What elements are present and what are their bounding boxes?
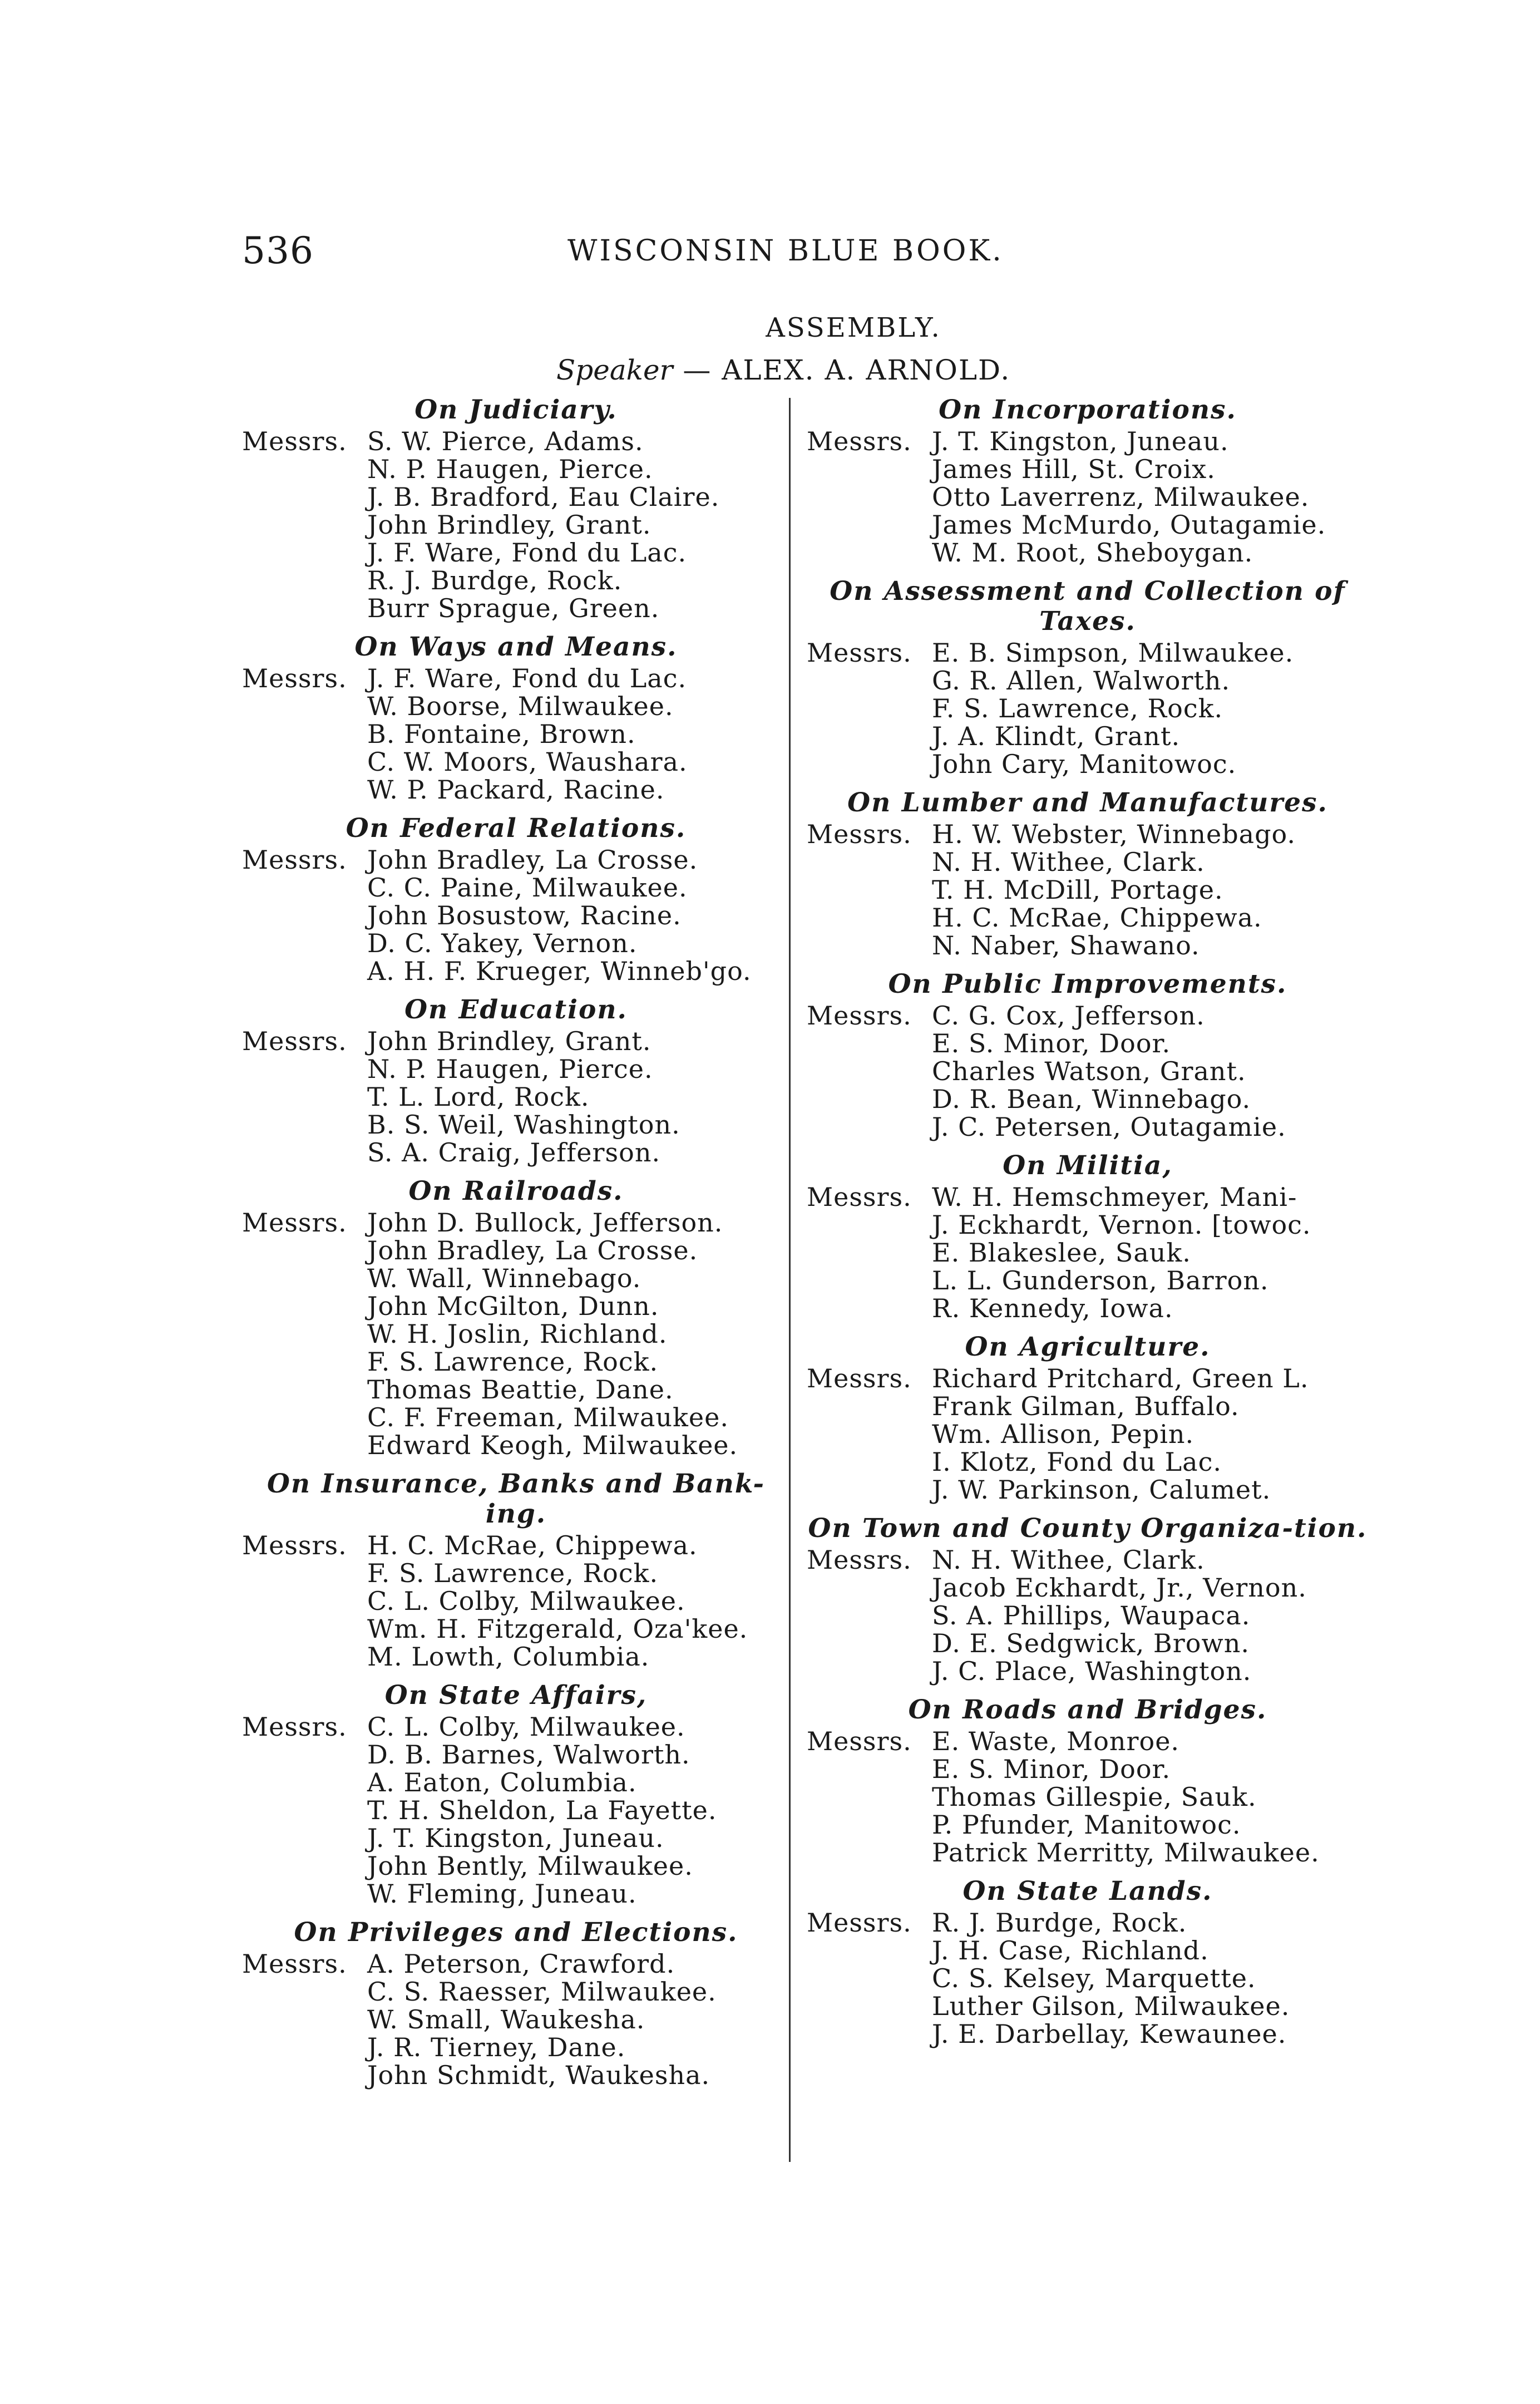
member-name: D. E. Sedgwick, Brown.: [932, 1628, 1250, 1658]
messrs-label: Messrs.: [242, 1949, 347, 1979]
committee-title: On Public Improvements.: [888, 969, 1287, 999]
member-list: [242, 1209, 790, 1459]
member-name: John Cary, Manitowoc.: [932, 749, 1237, 779]
right-column: [807, 395, 1369, 2048]
member-names: [932, 1364, 1369, 1504]
member-name: J. B. Bradford, Eau Claire.: [367, 482, 720, 512]
messrs-label: Messrs.: [807, 1363, 912, 1393]
committee-title: On Judiciary.: [414, 395, 618, 425]
member-name: T. H. Sheldon, La Fayette.: [367, 1795, 717, 1825]
committee-title: On Railroads.: [408, 1176, 624, 1206]
committee-title: On Insurance, Banks and Bank-ing.: [266, 1469, 765, 1529]
member-name: J. T. Kingston, Juneau.: [367, 1823, 664, 1853]
committee-title: On Agriculture.: [965, 1332, 1211, 1362]
member-name: B. Fontaine, Brown.: [367, 719, 636, 749]
member-name: S. A. Craig, Jefferson.: [367, 1137, 661, 1167]
committee-block: [242, 1681, 790, 1908]
member-list: [807, 1183, 1369, 1322]
member-name: J. H. Case, Richland.: [932, 1935, 1209, 1965]
member-name: H. W. Webster, Winnebago.: [932, 819, 1296, 849]
committee-block: [807, 1514, 1369, 1685]
member-list: [807, 639, 1369, 778]
member-names: [932, 427, 1369, 566]
member-name: Wm. Allison, Pepin.: [932, 1419, 1195, 1449]
member-name: Edward Keogh, Milwaukee.: [367, 1430, 738, 1460]
messrs-label: Messrs.: [807, 426, 912, 456]
member-name: F. S. Lawrence, Rock.: [932, 693, 1223, 723]
speaker-dash: —: [673, 354, 722, 386]
member-name: C. G. Cox, Jefferson.: [932, 1001, 1205, 1031]
member-name: Burr Sprague, Green.: [367, 593, 660, 623]
messrs-label: Messrs.: [807, 1182, 912, 1212]
member-name: C. F. Freeman, Milwaukee.: [367, 1402, 729, 1432]
member-name: W. M. Root, Sheboygan.: [932, 538, 1253, 568]
messrs-label: Messrs.: [242, 1530, 347, 1560]
member-names: [367, 1950, 790, 2089]
member-name: John Bradley, La Crosse.: [367, 1235, 698, 1265]
committee-title: On State Affairs,: [384, 1680, 648, 1711]
member-list: [807, 1002, 1369, 1141]
member-name: John Schmidt, Waukesha.: [367, 2060, 710, 2090]
committee-block: [242, 395, 790, 622]
member-name: T. H. McDill, Portage.: [932, 875, 1223, 905]
speaker-line: [556, 356, 1010, 384]
member-name: N. Naber, Shawano.: [932, 930, 1200, 960]
committee-title: On Incorporations.: [939, 395, 1237, 425]
member-name: A. Eaton, Columbia.: [367, 1767, 637, 1797]
member-name: W. H. Hemschmeyer, Mani-: [932, 1182, 1297, 1212]
member-name: Otto Laverrenz, Milwaukee.: [932, 482, 1310, 512]
member-name: I. Klotz, Fond du Lac.: [932, 1447, 1222, 1477]
member-name: H. C. McRae, Chippewa.: [367, 1530, 698, 1560]
member-name: C. L. Colby, Milwaukee.: [367, 1712, 685, 1742]
committee-title: On Militia,: [1003, 1150, 1173, 1181]
member-list: [807, 427, 1369, 566]
member-name: H. C. McRae, Chippewa.: [932, 903, 1262, 933]
messrs-label: Messrs.: [242, 426, 347, 456]
member-name: L. L. Gunderson, Barron.: [932, 1265, 1269, 1295]
member-name: J. E. Darbellay, Kewaunee.: [932, 2019, 1287, 2049]
member-name: P. Pfunder, Manitowoc.: [932, 1810, 1241, 1840]
committee-block: [807, 1332, 1369, 1504]
committee-block: [242, 995, 790, 1166]
member-name: Frank Gilman, Buffalo.: [932, 1391, 1240, 1421]
member-name: N. P. Haugen, Pierce.: [367, 1054, 653, 1084]
member-name: John Bradley, La Crosse.: [367, 845, 698, 875]
speaker-name: ALEX. A. ARNOLD.: [722, 354, 1011, 386]
member-name: John Brindley, Grant.: [367, 1026, 651, 1056]
member-name: Patrick Merritty, Milwaukee.: [932, 1838, 1320, 1868]
committee-title: On Federal Relations.: [345, 813, 687, 844]
member-names: [932, 1727, 1369, 1866]
messrs-label: Messrs.: [807, 1726, 912, 1756]
committee-block: [242, 1176, 790, 1459]
member-name: T. L. Lord, Rock.: [367, 1082, 590, 1112]
member-name: J. C. Place, Washington.: [932, 1656, 1252, 1686]
messrs-label: Messrs.: [242, 663, 347, 693]
member-name: J. A. Klindt, Grant.: [932, 721, 1181, 751]
committee-title: On Town and County Organiza-tion.: [808, 1513, 1368, 1544]
member-name: Charles Watson, Grant.: [932, 1056, 1246, 1086]
member-name: J. T. Kingston, Juneau.: [932, 426, 1229, 456]
member-name: John D. Bullock, Jefferson.: [367, 1208, 723, 1238]
member-name: N. P. Haugen, Pierce.: [367, 454, 653, 484]
member-list: [242, 846, 790, 985]
member-name: W. Boorse, Milwaukee.: [367, 691, 674, 721]
member-name: F. S. Lawrence, Rock.: [367, 1347, 659, 1377]
messrs-label: Messrs.: [807, 638, 912, 668]
committee-block: [242, 1469, 790, 1671]
committee-block: [807, 577, 1369, 778]
member-name: J. C. Petersen, Outagamie.: [932, 1112, 1286, 1142]
member-name: M. Lowth, Columbia.: [367, 1642, 650, 1672]
member-names: [367, 846, 790, 985]
member-name: E. Blakeslee, Sauk.: [932, 1238, 1191, 1268]
committee-block: [807, 1151, 1369, 1322]
member-name: John Bosustow, Racine.: [367, 900, 682, 930]
messrs-label: Messrs.: [807, 1908, 912, 1938]
member-name: James Hill, St. Croix.: [932, 454, 1216, 484]
member-name: Jacob Eckhardt, Jr., Vernon.: [932, 1573, 1307, 1603]
member-name: E. S. Minor, Door.: [932, 1028, 1171, 1058]
member-name: C. S. Raesser, Milwaukee.: [367, 1977, 717, 2007]
member-name: F. S. Lawrence, Rock.: [367, 1558, 659, 1588]
member-name: J. F. Ware, Fond du Lac.: [367, 663, 687, 693]
member-name: E. S. Minor, Door.: [932, 1754, 1171, 1784]
member-name: A. Peterson, Crawford.: [367, 1949, 675, 1979]
section-heading: ASSEMBLY.: [766, 312, 941, 343]
member-name: R. J. Burdge, Rock.: [932, 1908, 1187, 1938]
member-list: [807, 1727, 1369, 1866]
member-name: W. P. Packard, Racine.: [367, 775, 665, 805]
committee-block: [242, 814, 790, 985]
member-names: [932, 1546, 1369, 1685]
committee-block: [807, 395, 1369, 566]
member-name: J. R. Tierney, Dane.: [367, 2032, 626, 2062]
member-name: Richard Pritchard, Green L.: [932, 1363, 1309, 1393]
member-name: J. F. Ware, Fond du Lac.: [367, 538, 687, 568]
member-name: W. Wall, Winnebago.: [367, 1263, 641, 1293]
left-column: [242, 395, 790, 2089]
member-names: [367, 664, 790, 804]
member-name: Thomas Gillespie, Sauk.: [932, 1782, 1257, 1812]
committee-block: [807, 969, 1369, 1141]
member-name: J. W. Parkinson, Calumet.: [932, 1475, 1271, 1505]
member-name: R. J. Burdge, Rock.: [367, 565, 623, 595]
member-list: [242, 1027, 790, 1166]
member-names: [367, 1209, 790, 1459]
messrs-label: Messrs.: [242, 1712, 347, 1742]
member-name: Thomas Beattie, Dane.: [367, 1375, 674, 1405]
member-name: E. Waste, Monroe.: [932, 1726, 1180, 1756]
committee-title: On State Lands.: [962, 1876, 1213, 1907]
messrs-label: Messrs.: [807, 819, 912, 849]
member-names: [367, 1531, 790, 1671]
page-number: 536: [242, 229, 314, 272]
member-list: [807, 1546, 1369, 1685]
member-list: [807, 1909, 1369, 2048]
speaker-label: Speaker: [556, 354, 673, 386]
running-head: WISCONSIN BLUE BOOK.: [567, 234, 1004, 268]
member-name: John Bently, Milwaukee.: [367, 1851, 693, 1881]
member-names: [367, 1027, 790, 1166]
member-list: [807, 1364, 1369, 1504]
member-name: B. S. Weil, Washington.: [367, 1110, 680, 1140]
member-name: D. C. Yakey, Vernon.: [367, 928, 638, 958]
member-name: C. S. Kelsey, Marquette.: [932, 1963, 1256, 1993]
member-name: James McMurdo, Outagamie.: [932, 510, 1326, 540]
member-name: N. H. Withee, Clark.: [932, 1545, 1205, 1575]
member-list: [242, 1950, 790, 2089]
member-name: W. Fleming, Juneau.: [367, 1879, 637, 1909]
member-name: R. Kennedy, Iowa.: [932, 1293, 1173, 1323]
committee-block: [242, 632, 790, 804]
member-name: John McGilton, Dunn.: [367, 1291, 659, 1321]
member-name: D. R. Bean, Winnebago.: [932, 1084, 1251, 1114]
member-names: [932, 639, 1369, 778]
member-list: [242, 1713, 790, 1908]
member-list: [807, 820, 1369, 959]
committee-title: On Assessment and Collection of Taxes.: [830, 576, 1346, 637]
committee-title: On Ways and Means.: [354, 632, 678, 662]
member-name: Luther Gilson, Milwaukee.: [932, 1991, 1290, 2021]
committee-title: On Lumber and Manufactures.: [847, 787, 1328, 818]
member-names: [932, 1183, 1369, 1322]
member-names: [367, 427, 790, 622]
member-name: S. W. Pierce, Adams.: [367, 426, 644, 456]
member-names: [367, 1713, 790, 1908]
member-name: W. Small, Waukesha.: [367, 2004, 645, 2034]
member-name: D. B. Barnes, Walworth.: [367, 1740, 690, 1770]
member-list: [242, 1531, 790, 1671]
member-name: A. H. F. Krueger, Winneb'go.: [367, 956, 752, 986]
member-name: C. C. Paine, Milwaukee.: [367, 873, 688, 903]
member-name: G. R. Allen, Walworth.: [932, 666, 1231, 696]
member-name: John Brindley, Grant.: [367, 510, 651, 540]
member-names: [932, 820, 1369, 959]
member-name: W. H. Joslin, Richland.: [367, 1319, 668, 1349]
committee-block: [242, 1918, 790, 2089]
committee-title: On Privileges and Elections.: [294, 1917, 738, 1948]
messrs-label: Messrs.: [807, 1545, 912, 1575]
member-name: E. B. Simpson, Milwaukee.: [932, 638, 1294, 668]
committee-title: On Education.: [404, 994, 628, 1025]
messrs-label: Messrs.: [807, 1001, 912, 1031]
member-name: Wm. H. Fitzgerald, Oza'kee.: [367, 1614, 748, 1644]
member-name: C. W. Moors, Waushara.: [367, 747, 688, 777]
member-name: N. H. Withee, Clark.: [932, 847, 1205, 877]
messrs-label: Messrs.: [242, 1208, 347, 1238]
member-list: [242, 664, 790, 804]
committee-block: [807, 1876, 1369, 2048]
member-name: C. L. Colby, Milwaukee.: [367, 1586, 685, 1616]
member-names: [932, 1909, 1369, 2048]
member-names: [932, 1002, 1369, 1141]
committee-title: On Roads and Bridges.: [908, 1694, 1267, 1725]
member-name: J. Eckhardt, Vernon. [towoc.: [932, 1210, 1311, 1240]
messrs-label: Messrs.: [242, 845, 347, 875]
committee-block: [807, 1695, 1369, 1866]
member-list: [242, 427, 790, 622]
committee-block: [807, 788, 1369, 959]
messrs-label: Messrs.: [242, 1026, 347, 1056]
member-name: S. A. Phillips, Waupaca.: [932, 1600, 1251, 1630]
